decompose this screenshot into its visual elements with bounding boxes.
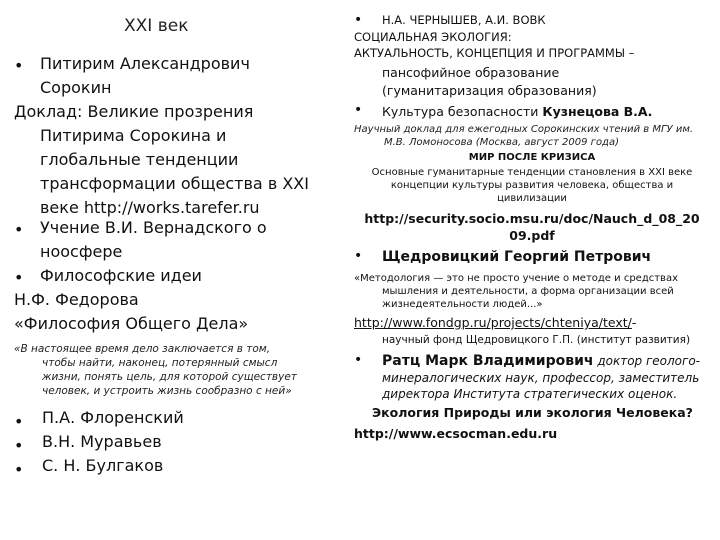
quote-line3: жизни, понять цель, для которой существует [42, 371, 297, 383]
authors: Н.А. ЧЕРНЫШЕВ, А.И. ВОВК [382, 13, 546, 27]
fund-note: научный фонд Щедровицкого Г.П. (институт развития) [382, 334, 691, 346]
fondgp-url-line [354, 314, 636, 331]
crisis-heading: МИР ПОСЛЕ КРИЗИСА [468, 152, 596, 163]
security-url-line2[interactable]: 09.pdf [509, 228, 555, 243]
bullet-bulgakov: С. Н. Булгаков [42, 456, 164, 475]
report-line3: глобальные тенденции [40, 150, 239, 169]
ratz-line1-suffix: доктор геолого- [593, 354, 700, 368]
vernadsky-line2: ноосфере [40, 242, 123, 261]
sci-line2: М.В. Ломоносова (Москва, август 2009 года) [384, 137, 619, 148]
fondgp-url-suffix: - [631, 315, 637, 330]
report-line4: трансформации общества в XXI [40, 174, 309, 193]
sorokin-name-line2: Сорокин [40, 78, 112, 97]
bullet-icon: • [14, 436, 24, 455]
method-line3: жизнедеятельности людей...» [382, 299, 543, 310]
trend-line2: концепции культуры развития человека, общества и [390, 180, 674, 191]
fondgp-url-link[interactable]: http://www.fondgp.ru/projects/chteniya/text/ [354, 315, 632, 330]
bullet-icon: • [354, 102, 363, 118]
fedorov-line2: Н.Ф. Федорова [14, 290, 139, 309]
ratz-line3: директора Института стратегических оценок. [382, 387, 678, 401]
vernadsky-line1: Учение В.И. Вернадского о [40, 218, 267, 237]
method-line2: мышления и деятельности, а форма организации всей [382, 286, 674, 297]
quote-line4: человек, и устроить жизнь сообразно с ней» [42, 385, 292, 397]
bullet-icon: • [354, 12, 363, 28]
security-url-line1[interactable]: http://security.socio.msu.ru/doc/Nauch_d_08_20 [364, 211, 700, 226]
report-line2: Питирима Сорокина и [40, 126, 227, 145]
ecology-question: Экология Природы или экология Человека? [372, 405, 693, 420]
eco-line3: пансофийное образование [382, 65, 560, 80]
ecsocman-url[interactable]: http://www.ecsocman.edu.ru [354, 426, 558, 441]
trend-line1: Основные гуманитарные тенденции становления в XXI веке [371, 167, 693, 178]
culture-name: Кузнецова В.А. [542, 104, 653, 119]
culture-line [382, 103, 652, 120]
fedorov-line1: Философские идеи [40, 266, 202, 285]
fedorov-line3: «Философия Общего Дела» [14, 314, 249, 333]
shchedrovitsky-name: Щедровицкий Георгий Петрович [382, 249, 652, 265]
report-line1: Доклад: Великие прозрения [14, 102, 254, 121]
trend-line3: цивилизации [497, 193, 567, 204]
method-line1: «Методология — это не просто учение о методе и средствах [354, 273, 678, 284]
culture-prefix: Культура безопасности [382, 104, 543, 119]
bullet-icon: • [14, 460, 24, 479]
ratz-name: Ратц Марк Владимирович [382, 353, 594, 369]
ratz-line1 [382, 352, 700, 371]
eco-line2: АКТУАЛЬНОСТЬ, КОНЦЕПЦИЯ И ПРОГРАММЫ – [354, 46, 635, 60]
bullet-icon: • [14, 268, 24, 287]
ratz-line2: минералогических наук, профессор, заместитель [382, 371, 700, 385]
report-url-link[interactable]: http://works.tarefer.ru [83, 198, 260, 217]
bullet-icon: • [14, 220, 24, 239]
bullet-florensky: П.А. Флоренский [42, 408, 184, 427]
eco-line4: (гуманитаризация образования) [382, 83, 597, 98]
bullet-icon: • [14, 412, 24, 431]
quote-line2: чтобы найти, наконец, потерянный смысл [42, 357, 278, 369]
report-line5-prefix: веке [40, 198, 84, 217]
bullet-icon: • [14, 56, 24, 75]
bullet-muravyev: В.Н. Муравьев [42, 432, 162, 451]
sorokin-name-line1: Питирим Александрович [40, 54, 250, 73]
eco-line1: СОЦИАЛЬНАЯ ЭКОЛОГИЯ: [354, 30, 512, 44]
bullet-icon: • [354, 248, 363, 264]
sci-line1: Научный доклад для ежегодных Сорокинских чтений в МГУ им. [354, 124, 694, 135]
section-title: XXI век [124, 16, 189, 36]
bullet-icon: • [354, 352, 363, 368]
quote-line1: «В настоящее время дело заключается в том, [14, 343, 271, 355]
